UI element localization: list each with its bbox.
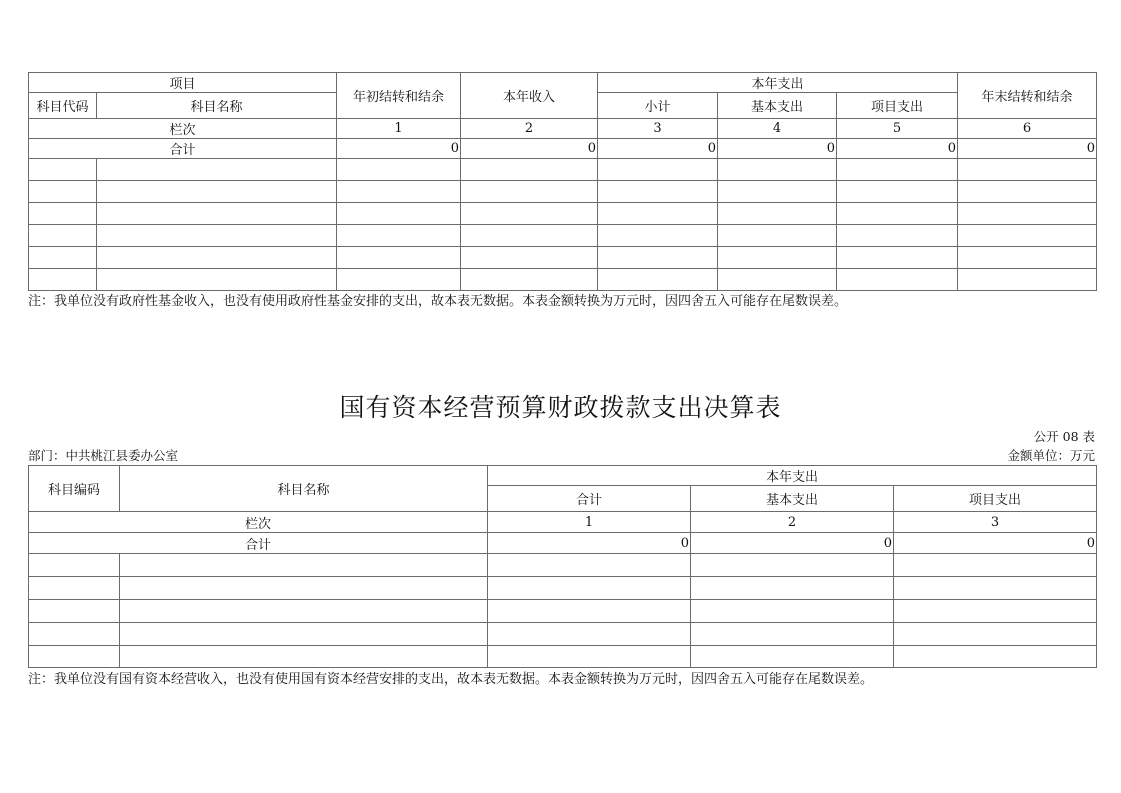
department-label: 部门：中共桃江县委办公室 (28, 448, 179, 463)
column-index: 4 (718, 119, 837, 139)
table-row (29, 159, 1097, 181)
table-row (29, 577, 1097, 600)
column-index: 6 (958, 119, 1097, 139)
unit-label: 金额单位：万元 (1007, 448, 1095, 463)
total-value: 0 (718, 139, 837, 159)
table-row (29, 269, 1097, 291)
header-expenditure: 本年支出 (488, 466, 1097, 486)
column-index: 1 (488, 512, 691, 533)
column-index-label: 栏次 (29, 512, 488, 533)
header-income: 本年收入 (461, 73, 598, 119)
header-expenditure: 本年支出 (598, 73, 958, 93)
header-subtotal: 小计 (598, 93, 718, 119)
total-value: 0 (461, 139, 598, 159)
column-index: 5 (837, 119, 958, 139)
table1-note: 注：我单位没有政府性基金收入，也没有使用政府性基金安排的支出，故本表无数据。本表金额转换为万元时，因四舍五入可能存在尾数误差。 (28, 294, 848, 309)
total-row (29, 139, 1097, 159)
total-value: 0 (691, 533, 894, 554)
total-value: 0 (894, 533, 1097, 554)
header-basic: 基本支出 (718, 93, 837, 119)
header-subject-code: 科目代码 (29, 93, 97, 119)
header-basic: 基本支出 (691, 486, 894, 512)
header-subject-name: 科目名称 (120, 466, 488, 512)
column-index: 3 (598, 119, 718, 139)
table-row (29, 203, 1097, 225)
header-subject-code: 科目编码 (29, 466, 120, 512)
table-row (29, 247, 1097, 269)
table-row (29, 600, 1097, 623)
total-value: 0 (488, 533, 691, 554)
total-value: 0 (958, 139, 1097, 159)
total-label: 合计 (29, 139, 337, 159)
total-label: 合计 (29, 533, 488, 554)
total-value: 0 (598, 139, 718, 159)
state-capital-table (28, 465, 1097, 668)
table-row (29, 181, 1097, 203)
header-total: 合计 (488, 486, 691, 512)
table2-note: 注：我单位没有国有资本经营收入，也没有使用国有资本经营安排的支出，故本表无数据。本表金额转换为万元时，因四舍五入可能存在尾数误差。 (28, 672, 874, 687)
form-number: 公开 08 表 (1033, 429, 1095, 444)
column-index-row (29, 119, 1097, 139)
column-index: 2 (691, 512, 894, 533)
column-index-row (29, 512, 1097, 533)
column-index: 1 (337, 119, 461, 139)
column-index: 3 (894, 512, 1097, 533)
total-value: 0 (337, 139, 461, 159)
header-opening-balance: 年初结转和结余 (337, 73, 461, 119)
header-subject-name: 科目名称 (97, 93, 337, 119)
total-value: 0 (837, 139, 958, 159)
government-fund-table (28, 72, 1097, 291)
table-row (29, 646, 1097, 668)
table-row (29, 623, 1097, 646)
header-project-exp: 项目支出 (837, 93, 958, 119)
table-row (29, 554, 1097, 577)
header-project-exp: 项目支出 (894, 486, 1097, 512)
column-index-label: 栏次 (29, 119, 337, 139)
page-title: 国有资本经营预算财政拨款支出决算表 (339, 393, 782, 422)
header-project: 项目 (29, 73, 337, 93)
table-row (29, 225, 1097, 247)
total-row (29, 533, 1097, 554)
column-index: 2 (461, 119, 598, 139)
header-closing-balance: 年末结转和结余 (958, 73, 1097, 119)
